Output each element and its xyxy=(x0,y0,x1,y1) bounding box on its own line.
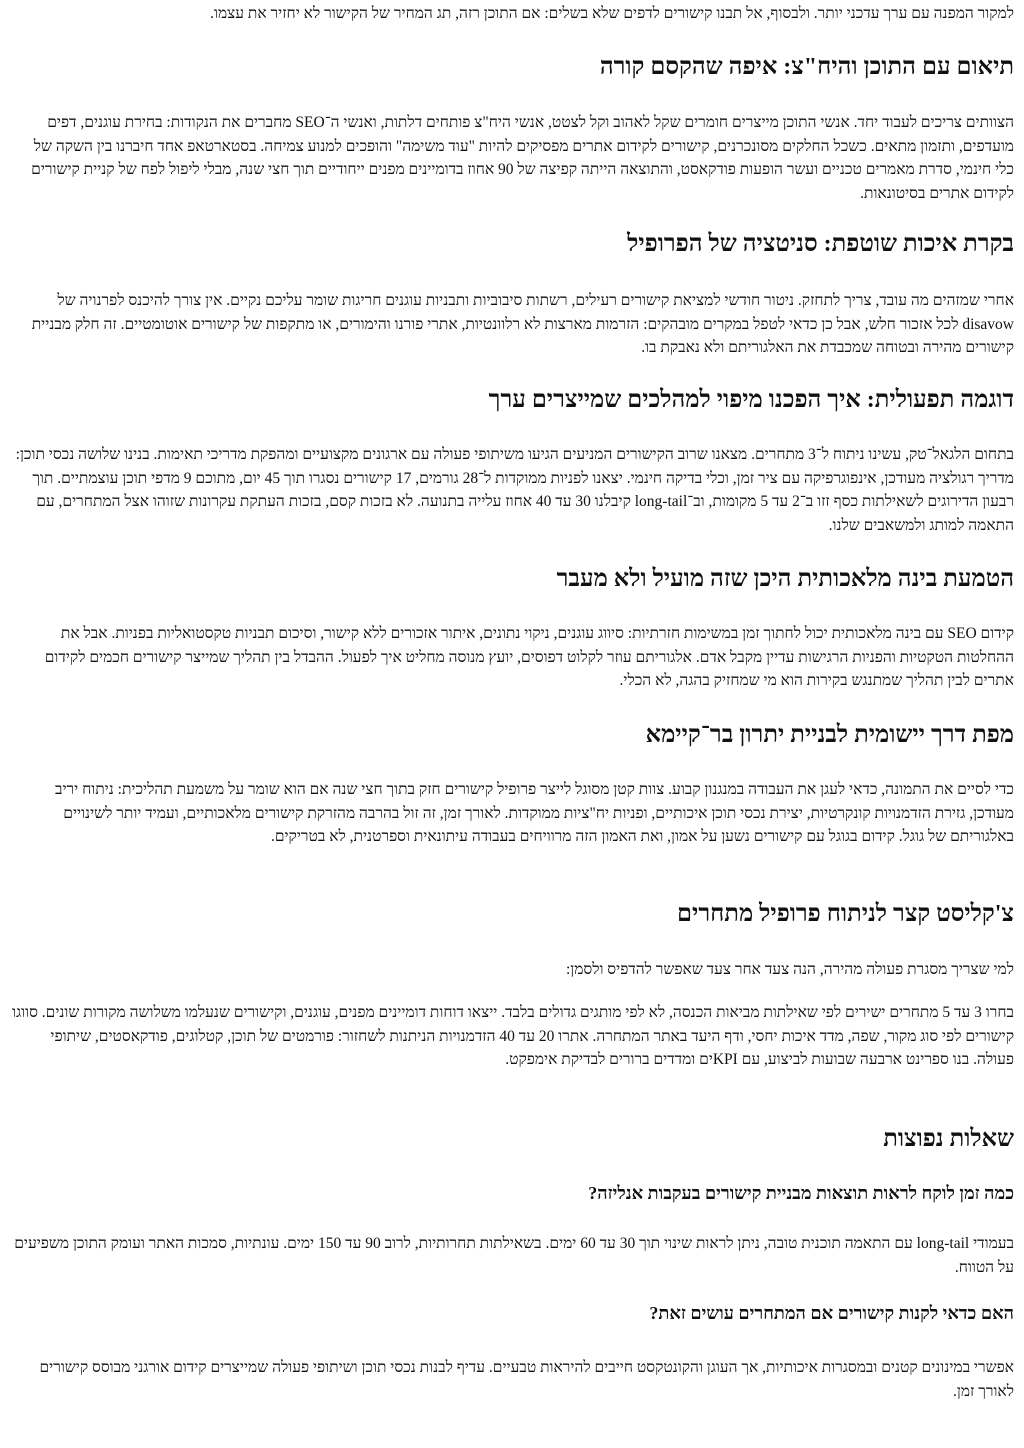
section-coordination-body xyxy=(12,111,1014,205)
section-paragraph: אחרי שמזהים מה עובד, צריך לתחזק. ניטור חודשי למציאת קישורים רעילים, רשתות סיבוביות ותבניות עוגנים חריגות שומר עליכם נקיים. אין צורך להיכנס לפרנויה של disavow לכל אזכור חלש, אבל כן כדאי לטפל במקרים מובהקים: הזרמות מארצות לא רלוונטיות, אתרי פורנו והימורים, או מתקפות של קישורים אוטומטיים. זה חלק מבניית קישורים מהירה ובטוחה שמכבדת את האלגוריתם ולא נאבקת בו. xyxy=(31,292,1014,356)
faq-answer-2 xyxy=(12,1356,1014,1403)
section-quality-control-body xyxy=(12,289,1014,360)
section-quality-control xyxy=(12,229,1014,259)
section-paragraph: כדי לסיים את התמונה, כדאי לעגן את העבודה במנגנון קבוע. צוות קטן מסוגל לייצר פרופיל קישורים חזק בתוך חצי שנה אם הוא שומר על משמעת תהליכית: ניתוח יריב מעודכן, גזירת הזדמנויות קונקרטיות, יצירת נכסי תוכן איכותיים, ופניות יח"ציות ממוקדות. לאורך זמן, זה זול בהרבה מהזרקת קישורים מלאכותיים, ועמיד יותר לשינויים באלגוריתם של גוגל. קידום בגוגל עם קישורים נשען על אמון, ואת האמון הזה מרוויחים בעבודה עיתונאית וספרטנית, לא בטריקים. xyxy=(55,781,1014,845)
section-heading: צ'קליסט קצר לניתוח פרופיל מתחרים xyxy=(677,901,1014,927)
faq-question-1 xyxy=(12,1181,1014,1205)
section-paragraph: למי שצריך מסגרת פעולה מהירה, הנה צעד אחר צעד שאפשר להדפיס ולסמן: xyxy=(565,961,1014,978)
section-roadmap-body xyxy=(12,778,1014,849)
section-paragraph: הצוותים צריכים לעבוד יחד. אנשי התוכן מייצרים חומרים שקל לאהוב וקל לצטט, אנשי היח"צ פותחים דלתות, ואנשי ה־SEO מחברים את הנקודות: בחירת עוגנים, דפים מועדפים, ותזמון מתאים. כשכל החלקים מסונכרנים, קישורים לקידום אתרים מפסיקים להיות "עוד משימה" והופכים למנוע צמיחה. בסטארטאפ אחד חיברנו בין השקה של כלי חינמי, סדרת מאמרים טכניים ועשר הופעות פודקאסט, והתוצאה הייתה קפיצה של 90 אחוז בדומיינים מפנים ייחודיים תוך חצי שנה, מבלי ליפול לפח של קניית קישורים לקידום אתרים בסיטונאות. xyxy=(31,114,1014,202)
faq-answer-1 xyxy=(12,1232,1014,1279)
faq-section xyxy=(12,1124,1014,1154)
faq-question: האם כדאי לקנות קישורים אם המתחרים עושים זאת? xyxy=(649,1303,1014,1323)
intro-paragraph: למקור המפנה עם ערך עדכני יותר. ולבסוף, אל תבנו קישורים לדפים שלא בשלים: אם התוכן רזה, תג המחיר של הקישור לא יחזיר את עצמו. xyxy=(210,5,1014,22)
section-heading: דוגמה תפעולית: איך הפכנו מיפוי למהלכים שמייצרים ערך xyxy=(488,387,1014,413)
checklist-paragraph: בחרו 3 עד 5 מתחרים ישירים לפי שאילתות מביאות הכנסה, לא לפי מותגים גדולים בלבד. ייצאו דוחות דומיינים מפנים, עוגנים, וקישורים שנעלמו משלושה מקורות שונים. סווגו קישורים לפי סוג מקור, שפה, מדד איכות יחסי, ודף היעד באתר המתחרה. אתרו 20 עד 40 הזדמנויות הניתנות לשחזור: פורמטים של תוכן, קטלוגים, פודקאסטים, שיתופי פעולה. בנו ספרינט ארבעה שבועות לביצוע, עם KPIים ומדדים ברורים לבדיקת אימפקט. xyxy=(12,1004,1014,1068)
faq-answer: בעמודי long-tail עם התאמה תוכנית טובה, ניתן לראות שינוי תוך 30 עד 60 ימים. בשאילתות תחרותיות, לרוב 90 עד 150 ימים. עונתיות, סמכות האתר ועומק התוכן משפיעים על הטווח. xyxy=(14,1235,1014,1276)
faq-answer: אפשרי במינונים קטנים ובמסגרות איכותיות, אך העוגן והקונטקסט חייבים להיראות טבעיים. עדיף לבנות נכסי תוכן ושיתופי פעולה שמייצרים קידום אורגני מבוסס קישורים לאורך זמן. xyxy=(39,1359,1014,1400)
section-ai-body xyxy=(12,622,1014,693)
section-heading: מפת דרך יישומית לבניית יתרון בר־קיימא xyxy=(645,722,1014,748)
section-roadmap xyxy=(12,720,1014,750)
section-checklist-intro xyxy=(12,958,1014,982)
section-heading: תיאום עם התוכן והיח"צ: איפה שהקסם קורה xyxy=(599,54,1014,80)
section-ai xyxy=(12,564,1014,594)
section-heading: הטמעת בינה מלאכותית היכן שזה מועיל ולא מעבר xyxy=(556,566,1014,592)
section-paragraph: בתחום הלגאל־טק, עשינו ניתוח ל־3 מתחרים. מצאנו שרוב הקישורים המניעים הגיעו משיתופי פעולה עם ארגונים מקצועיים ומהפקת מדריכי תאימות. בנינו שלושה נכסי תוכן: מדריך רגולציה מעודכן, אינפוגרפיקה עם ציר זמן, וכלי בדיקה חינמי. יצאנו לפניות ממוקדות ל־28 גורמים, 17 קישורים נסגרו תוך 45 יום, מתוכם 9 מדפי תוכן עוצמתיים. תוך רבעון הדירוגים לשאילתות כסף זזו ב־2 עד 5 מקומות, וב־long-tail קיבלנו 30 עד 40 אחוז עלייה בתנועה. לא בזכות קסם, בזכות העתקת עקרונות שזוהו אצל המתחרים, עם התאמה למותג ולמשאבים שלנו. xyxy=(15,446,1014,534)
section-operational-example xyxy=(12,385,1014,415)
section-checklist xyxy=(12,899,1014,929)
section-heading: בקרת איכות שוטפת: סניטציה של הפרופיל xyxy=(627,231,1014,257)
section-checklist-body xyxy=(12,1001,1014,1072)
faq-question-2 xyxy=(12,1301,1014,1325)
section-operational-example-body xyxy=(12,443,1014,537)
faq-heading: שאלות נפוצות xyxy=(883,1126,1014,1152)
faq-question: כמה זמן לוקח לראות תוצאות מבניית קישורים בעקבות אנליזה? xyxy=(588,1183,1014,1203)
section-paragraph: קידום SEO עם בינה מלאכותית יכול לחתוך זמן במשימות חזרתיות: סיווג עוגנים, ניקוי נתונים, איתור אזכורים ללא קישור, וסיכום תבניות טקסטואליות בפניות. אבל את ההחלטות הטקטיות והפניות הרגישות עדיין מקבל אדם. אלגוריתם עוזר לקלוט דפוסים, יועץ מנוסה מחליט איך לפעול. ההבדל בין תהליך שמייצר קישורים חכמים לקידום אתרים לבין תהליך שמתנגש בקירות הוא מי שמחזיק בהגה, לא הכלי. xyxy=(44,625,1014,689)
section-coordination xyxy=(12,52,1014,82)
